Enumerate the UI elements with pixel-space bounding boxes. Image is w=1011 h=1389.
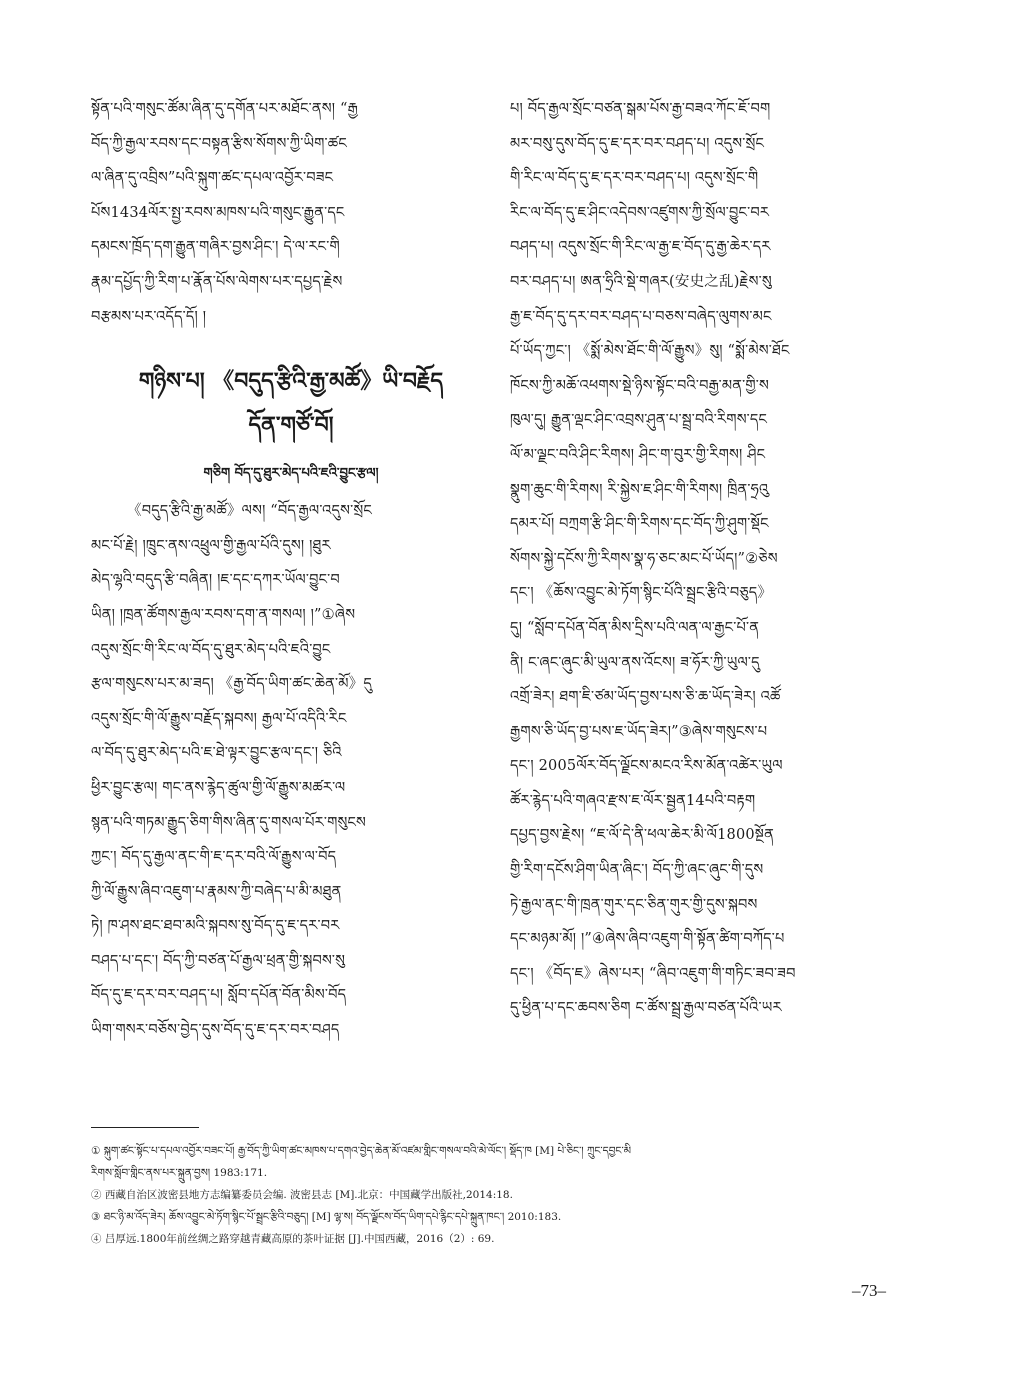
text-line: བོད་དུ་ཇ་དར་བར་བཤད་པ། སློབ་དཔོན་བོན་མིས་བོད bbox=[91, 987, 347, 1004]
footnote bbox=[91, 1206, 913, 1228]
subsection-heading: གཅིག བོད་དུ་ཐུར་མེད་པའི་ཇའི་བྱུང་རྩལ། bbox=[203, 466, 379, 482]
text-line: ཡིན། །ཁྲན་ཚོགས་རྒྱལ་རབས་དག་ན་གསལ། །”①ཞེས bbox=[91, 606, 356, 623]
text-line: ཀྱང་། བོད་དུ་རྒྱལ་ནང་གི་ཇ་དར་བའི་ལོ་རྒྱུས་ལ་བོད bbox=[91, 849, 337, 866]
text-line: དང་། 《ཆོས་འབྱུང་མེ་ཏོག་སྙིང་པོའི་སྦྲང་རྩིའི་བཅུད》 bbox=[510, 585, 773, 602]
text-line: བཤད་པ། འདུས་སྲོང་གི་རིང་ལ་རྒྱ་ཇ་བོད་དུ་རྒྱ་ཆེར་དར bbox=[510, 239, 771, 256]
text-line: མར་བསུ་དུས་བོད་དུ་ཇ་དར་བར་བཤད་པ། འདུས་སྲོང bbox=[510, 135, 765, 152]
text-line: ཚོར་རྙེད་པའི་གཞའ་རྫས་ཇ་ལོར་སྦྱན14པའི་བརྟག bbox=[510, 792, 756, 809]
text-line: དམངས་ཁྲོད་དག་རྒྱུན་གཞིར་བྱས་ཤིང་། དེ་ལ་རང་གི bbox=[91, 239, 340, 256]
text-line: ལ་ཞིན་དུ་འབྲིས”པའི་སྐུག་ཚང་དཔལ་འབྱོར་བཟང bbox=[91, 170, 334, 187]
footnote-text: རིགས་སློབ་གླིང་ནས་པར་སྐྲུན་བྱས། 1983:171. bbox=[91, 1167, 268, 1179]
footnote-marker: ① bbox=[91, 1145, 101, 1157]
page-number: –73– bbox=[852, 1281, 886, 1300]
text-line: མེད་ལྷའི་བདུད་རྩི་བཞིན། །ཇ་དང་དཀར་ཡོལ་བྱུང་བ bbox=[91, 572, 340, 589]
text-line: ལ་བོད་དུ་ཐུར་མེད་པའི་ཇ་ཐེ་ལྟར་བྱུང་རྩལ་དང་། ཅིའི bbox=[91, 745, 342, 762]
text-line: བར་བཤད་པ། ཨན་ཧྲིའི་སྡེ་གཞར(安史之乱)རྗེས་སུ bbox=[510, 273, 772, 290]
text-line: དང་། 2005ལོར་བོད་ལྗོངས་མངའ་རིས་མོན་འཚེར་ཡུལ bbox=[510, 758, 783, 775]
text-line: དང་མཉམ་མོ། །”④ཞེས་ཞིབ་འཇུག་གི་སྟོན་ཚིག་བཀོད་པ bbox=[510, 931, 785, 948]
right-column bbox=[510, 92, 910, 1026]
text-line: ཡིག་གསར་བཅོས་བྱེད་དུས་བོད་དུ་ཇ་དར་བར་བཤད bbox=[91, 1022, 340, 1039]
text-line: རྣམ་དཔྱོད་ཀྱི་རིག་པ་རྣོན་པོས་ལེགས་པར་དཔྱད་རྗེས bbox=[91, 273, 343, 290]
text-line: པོ་ཡོད་ཀྱང་། 《སྨོ་མེས་ཐོང་གི་ལོ་རྒྱུས》སུ། “སྨོ་མེས་ཐོང bbox=[510, 343, 790, 360]
footnote bbox=[91, 1140, 913, 1162]
text-line: རྒྱགས་ཅི་ཡོད་བྱ་པས་ཇ་ཡོད་ཟེར།”③ཞེས་གསུངས་པ bbox=[510, 723, 768, 740]
text-line: ཏེ། ཁ་ཤས་ཐང་ཐབ་མའི་སྐབས་སུ་བོད་དུ་ཇ་དར་བར bbox=[91, 918, 340, 935]
left-column bbox=[91, 92, 491, 1048]
text-line: པ། བོད་རྒྱལ་སྲོང་བཙན་སྒམ་པོས་རྒྱ་བཟའ་ཀོང་ཇོ་བག bbox=[510, 101, 771, 117]
text-line: རྩལ་གསུངས་པར་མ་ཟད། 《རྒྱ་བོད་ཡིག་ཚང་ཆེན་མོ》དུ bbox=[91, 676, 372, 693]
text-line: ཁོངས་ཀྱི་མཆོ་འཕགས་སྡེ་ཉིས་སྟོང་བའི་བརྒྱ་མན་གྱི་ས bbox=[510, 377, 769, 394]
footnote bbox=[91, 1228, 913, 1250]
footnote-marker: ③ bbox=[91, 1211, 101, 1223]
footnote-text: 吕厚远.1800年前丝绸之路穿越青藏高原的茶叶证据 [J].中国西藏，2016（2）: 69. bbox=[104, 1233, 495, 1245]
footnotes bbox=[91, 1140, 913, 1250]
text-line: དུ། “སློབ་དཔོན་བོན་མིས་དྲིས་པའི་ལན་ལ་རྒྱང་པོ་ན bbox=[510, 619, 760, 636]
text-line: དུ་ཕྱིན་པ་དང་ཆབས་ཅིག ང་ཚོས་སྦྲ་རྒྱལ་བཙན་པོའི་ཡར bbox=[510, 1000, 782, 1017]
text-line: ནི། ང་ཞང་ཞུང་མི་ཡུལ་ནས་འོངས། ཟ་ཧོར་ཀྱི་ཡུལ་དུ bbox=[510, 654, 760, 671]
footnote-marker: ④ bbox=[91, 1233, 102, 1245]
footnote-text: སྐུག་ཚང་སྟོང་པ་དཔལ་འབྱོར་བཟང་པོ། རྒྱ་བོད་ཀྱི་ཡིག་ཚང་མཁས་པ་དགའ་བྱེད་ཆེན་མོ་འཛམ་གླིང་གསལ་བའི་མེ་ལོང་། སྡོད་ཁ [M] པེ་ཅིང་། ཀྲུང་དབྱང་མི bbox=[103, 1145, 632, 1157]
text-line: བཤད་པ་དང་། བོད་ཀྱི་བཙན་པོ་རྒྱལ་ཕྲན་གྱི་སྐབས་སུ bbox=[91, 952, 346, 969]
text-line: མང་པོ་རྗེ། །ཁྲུང་ནས་འཕྲུལ་གྱི་རྒྱལ་པོའི་དུས། །ཐུར bbox=[91, 537, 331, 554]
text-line: པོས1434ལོར་སྤྱ་རབས་མཁས་པའི་གསུང་རྒྱུན་དང bbox=[91, 204, 345, 221]
footnote-text: ཐང་ཉི་མ་འོད་ཟེར། ཆོས་འབྱུང་མེ་ཏོག་སྙིང་པོ་སྦྲང་རྩིའི་བཅུད། [M] ལྷ་ས། བོད་ལྗོངས་བོད་ཡིག་དཔེ་རྙིང་དཔེ་སྐྲུན་ཁང་། 2010:183. bbox=[103, 1211, 562, 1223]
text-line: དཔྱད་བྱས་རྗེས། “ཇ་ལོ་དེ་ནི་ཕལ་ཆེར་མི་ལོ1800སྔོན bbox=[510, 827, 774, 844]
text-line: ཀྱི་ལོ་རྒྱུས་ཞིབ་འཇུག་པ་རྣམས་ཀྱི་བཞེད་པ་མི་མཐུན bbox=[91, 883, 342, 900]
text-line: སྙན་པའི་གཏམ་རྒྱུད་ཅིག་གིས་ཞིན་དུ་གསལ་པོར་གསུངས bbox=[91, 814, 367, 831]
text-line: འགྲོ་ཟེར། ཐག་ཇི་ཙམ་ཡོད་བྱས་པས་ཅི་ཆ་ཡོད་ཟེར། འཚོ bbox=[510, 689, 781, 706]
section-title: གཉིས་པ། 《བདུད་རྩིའི་རྒྱ་མཚོ》ཡི་བརྗོད bbox=[138, 369, 444, 395]
text-line: འདུས་སྲོང་གི་ལོ་རྒྱུས་བརྗོད་སྐབས། རྒྱལ་པོ་འདིའི་རིང bbox=[91, 710, 347, 727]
section-title-continued: དོན་གཙོ་བོ། bbox=[248, 413, 334, 439]
text-line: བོད་ཀྱི་རྒྱལ་རབས་དང་བསྟན་རྩིས་སོགས་ཀྱི་ཡིག་ཚང bbox=[91, 135, 347, 152]
text-line: ཁུལ་དུ། རྒྱུན་ལྡང་ཤིང་འབྲས་ཤུན་པ་སྦྲ་བའི་རིགས་དང bbox=[510, 412, 768, 429]
text-line: ལོ་མ་ལྗང་བའི་ཤིང་རིགས། ཤིང་ག་བུར་གྱི་རིགས། ཤིང bbox=[510, 446, 766, 463]
footnote-text: 西藏自治区波密县地方志编纂委员会编. 波密县志 [M].北京：中国藏学出版社,2014:18. bbox=[104, 1189, 513, 1201]
text-line: 《བདུད་རྩིའི་རྒྱ་མཚོ》ལས། “བོད་རྒྱལ་འདུས་སྲོང bbox=[127, 503, 372, 520]
text-line: རིང་ལ་བོད་དུ་ཇ་ཤིང་འདེབས་འཛུགས་ཀྱི་སྲོལ་བྱུང་བར bbox=[510, 204, 770, 221]
text-line: གི་རིང་ལ་བོད་དུ་ཇ་དར་བར་བཤད་པ། འདུས་སྲོང་གི bbox=[510, 170, 759, 187]
text-line: རྒྱ་ཇ་བོད་དུ་དར་བར་བཤད་པ་བཅས་བཞེད་ལུགས་མང bbox=[510, 308, 772, 325]
text-line: ཕྱིར་བྱུང་རྩལ། གང་ནས་རྙེད་ཚུལ་གྱི་ལོ་རྒྱུས་མཚར་ལ bbox=[91, 779, 346, 796]
text-line: བརྩམས་པར་འདོད་དོ། ། bbox=[91, 308, 207, 325]
text-line: དང་། 《བོད་ཇ》ཞེས་པར། “ཞིབ་འཇུག་གི་གཏིང་ཟབ་ཟབ bbox=[510, 965, 796, 982]
text-line: འདུས་སྲོང་གི་རིང་ལ་བོད་དུ་ཐུར་མེད་པའི་ཇའི་བྱུང bbox=[91, 641, 331, 658]
footnote-marker: ② bbox=[91, 1189, 102, 1201]
text-line: སོགས་སྐྱེ་དངོས་ཀྱི་རིགས་སྣ་ཧ་ཅང་མང་པོ་ཡོད།”②ཅེས bbox=[510, 550, 778, 567]
text-line: སྟོན་པའི་གསུང་ཚོམ་ཞིན་དུ་དགོན་པར་མཐོང་ནས། “རྒྱ bbox=[91, 101, 359, 117]
footnote bbox=[91, 1184, 913, 1206]
text-line: གྱི་རིག་དངོས་ཤིག་ཡིན་ཞིང་། བོད་ཀྱི་ཞང་ཞུང་གི་དུས bbox=[510, 862, 764, 879]
text-line: ཏེ་རྒྱལ་ནང་གི་ཁྲན་གུར་དང་ཅིན་གུར་གྱི་དུས་སྐབས bbox=[510, 896, 758, 913]
footnote bbox=[91, 1162, 913, 1184]
text-line: དམར་པོ། བཀྲག་རྩི་ཤིང་གི་རིགས་དང་བོད་ཀྱི་ཤུག་སྡོང bbox=[510, 516, 769, 533]
text-line: སྣུག་ཆུང་གི་རིགས། རི་སྐྱེས་ཇ་ཤིང་གི་རིགས། ཁྲིན་ཧྲའུ bbox=[510, 481, 769, 498]
footnote-divider bbox=[91, 1127, 199, 1128]
